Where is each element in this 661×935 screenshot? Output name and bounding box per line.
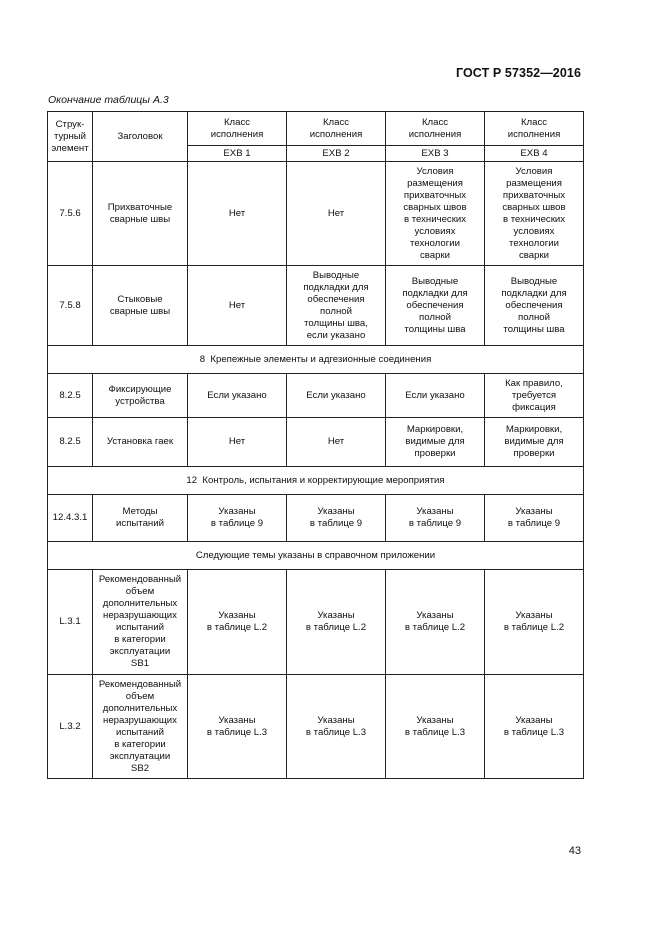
header-class-3: Класс исполнения [386, 112, 485, 146]
cell-exb1: Если указано [188, 374, 287, 418]
cell-exb2: Указаны в таблице L.2 [287, 570, 386, 675]
table-row [48, 374, 584, 418]
class-exb3: EXB 3 [386, 146, 485, 162]
cell-element: L.3.2 [48, 675, 93, 779]
table-row [48, 266, 584, 346]
cell-exb4: Указаны в таблице L.3 [485, 675, 584, 779]
cell-element: 8.2.5 [48, 418, 93, 467]
cell-exb3: Указаны в таблице L.2 [386, 570, 485, 675]
class-exb2: EXB 2 [287, 146, 386, 162]
header-class-1: Класс исполнения [188, 112, 287, 146]
cell-title: Стыковые сварные швы [93, 266, 188, 346]
table-row [48, 162, 584, 266]
section-heading: 8 Крепежные элементы и адгезионные соединения [48, 346, 584, 374]
cell-exb2: Указаны в таблице L.3 [287, 675, 386, 779]
cell-exb3: Указаны в таблице 9 [386, 495, 485, 542]
header-class-2: Класс исполнения [287, 112, 386, 146]
section-heading: Следующие темы указаны в справочном приложении [48, 542, 584, 570]
standard-number: ГОСТ Р 57352—2016 [455, 66, 581, 80]
cell-title: Прихваточные сварные швы [93, 162, 188, 266]
cell-exb1: Нет [188, 266, 287, 346]
header-title: Заголовок [93, 112, 188, 162]
section-heading: 12 Контроль, испытания и корректирующие мероприятия [48, 467, 584, 495]
cell-exb2: Выводные подкладки для обеспечения полной толщины шва, если указано [287, 266, 386, 346]
section-row [48, 346, 584, 374]
cell-exb1: Нет [188, 162, 287, 266]
table-row [48, 675, 584, 779]
cell-exb1: Указаны в таблице 9 [188, 495, 287, 542]
cell-element: 12.4.3.1 [48, 495, 93, 542]
cell-exb2: Нет [287, 418, 386, 467]
cell-exb4: Выводные подкладки для обеспечения полной толщины шва [485, 266, 584, 346]
cell-exb3: Условия размещения прихваточных сварных швов в технических условиях технологии сварки [386, 162, 485, 266]
cell-element: 7.5.6 [48, 162, 93, 266]
cell-exb3: Выводные подкладки для обеспечения полной толщины шва [386, 266, 485, 346]
cell-exb3: Если указано [386, 374, 485, 418]
cell-exb1: Указаны в таблице L.2 [188, 570, 287, 675]
cell-exb4: Условия размещения прихваточных сварных швов в технических условиях технологии сварки [485, 162, 584, 266]
cell-element: 7.5.8 [48, 266, 93, 346]
cell-exb1: Нет [188, 418, 287, 467]
cell-exb2: Указаны в таблице 9 [287, 495, 386, 542]
cell-exb2: Нет [287, 162, 386, 266]
cell-exb4: Указаны в таблице 9 [485, 495, 584, 542]
cell-exb4: Маркировки, видимые для проверки [485, 418, 584, 467]
cell-exb3: Маркировки, видимые для проверки [386, 418, 485, 467]
requirements-table [47, 111, 584, 779]
table-row [48, 418, 584, 467]
header-structural-element: Струк- турный элемент [48, 112, 93, 162]
cell-title: Фиксирующие устройства [93, 374, 188, 418]
class-exb1: EXB 1 [188, 146, 287, 162]
header-class-4: Класс исполнения [485, 112, 584, 146]
cell-exb4: Как правило, требуется фиксация [485, 374, 584, 418]
section-row [48, 467, 584, 495]
page-number: 43 [568, 845, 581, 857]
cell-element: L.3.1 [48, 570, 93, 675]
cell-element: 8.2.5 [48, 374, 93, 418]
class-exb4: EXB 4 [485, 146, 584, 162]
cell-exb1: Указаны в таблице L.3 [188, 675, 287, 779]
cell-title: Установка гаек [93, 418, 188, 467]
cell-exb2: Если указано [287, 374, 386, 418]
table-caption: Окончание таблицы А.3 [48, 94, 169, 106]
cell-title: Рекомендованный объем дополнительных неразрушающих испытаний в категории эксплуатации SB2 [93, 675, 188, 779]
cell-title: Методы испытаний [93, 495, 188, 542]
section-row [48, 542, 584, 570]
cell-title: Рекомендованный объем дополнительных неразрушающих испытаний в категории эксплуатации SB1 [93, 570, 188, 675]
cell-exb4: Указаны в таблице L.2 [485, 570, 584, 675]
table-row [48, 495, 584, 542]
cell-exb3: Указаны в таблице L.3 [386, 675, 485, 779]
table-row [48, 570, 584, 675]
